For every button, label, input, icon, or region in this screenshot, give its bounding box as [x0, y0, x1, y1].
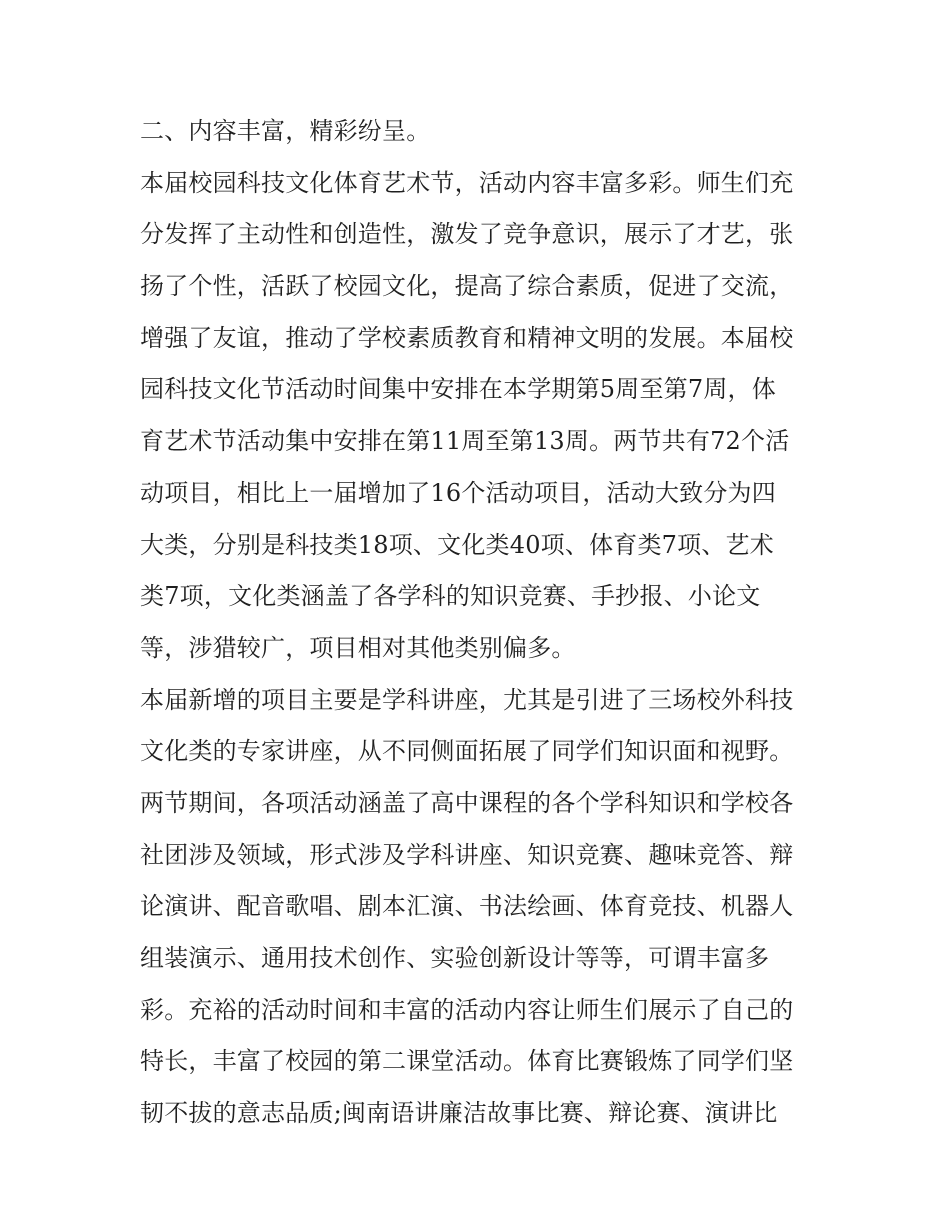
text-line: 等，涉猎较广，项目相对其他类别偏多。 [140, 633, 576, 662]
text-line: 扬了个性，活跃了校园文化，提高了综合素质，促进了交流， [140, 272, 794, 301]
text-line: 类7项，文化类涵盖了各学科的知识竞赛、手抄报、小论文 [140, 582, 761, 611]
text-line: 文化类的专家讲座，从不同侧面拓展了同学们知识面和视野。 [140, 737, 794, 766]
text-line: 育艺术节活动集中安排在第11周至第13周。两节共有72个活 [140, 427, 790, 456]
text-line: 彩。充裕的活动时间和丰富的活动内容让师生们展示了自己的 [140, 995, 794, 1024]
text-line: 本届校园科技文化体育艺术节，活动内容丰富多彩。师生们充 [140, 168, 794, 197]
text-line: 分发挥了主动性和创造性，激发了竞争意识，展示了才艺，张 [140, 220, 794, 249]
text-line: 增强了友谊，推动了学校素质教育和精神文明的发展。本届校 [140, 323, 794, 352]
text-line: 组装演示、通用技术创作、实验创新设计等等，可谓丰富多 [140, 944, 770, 972]
section-heading: 二、内容丰富，精彩纷呈。 [140, 117, 431, 145]
text-line: 本届新增的项目主要是学科讲座，尤其是引进了三场校外科技 [140, 685, 794, 714]
text-line: 社团涉及领域，形式涉及学科讲座、知识竞赛、趣味竞答、辩 [140, 840, 794, 869]
text-line: 韧不拔的意志品质;闽南语讲廉洁故事比赛、辩论赛、演讲比 [140, 1099, 778, 1128]
text-line: 大类，分别是科技类18项、文化类40项、体育类7项、艺术 [140, 530, 774, 559]
document-body [140, 106, 820, 1140]
text-line: 论演讲、配音歌唱、剧本汇演、书法绘画、体育竞技、机器人 [140, 892, 794, 921]
text-line: 动项目，相比上一届增加了16个活动项目，活动大致分为四 [140, 478, 776, 507]
text-line: 园科技文化节活动时间集中安排在本学期第5周至第7周，体 [140, 375, 776, 404]
text-line: 特长，丰富了校园的第二课堂活动。体育比赛锻炼了同学们坚 [140, 1047, 794, 1076]
text-line: 两节期间，各项活动涵盖了高中课程的各个学科知识和学校各 [140, 788, 794, 817]
